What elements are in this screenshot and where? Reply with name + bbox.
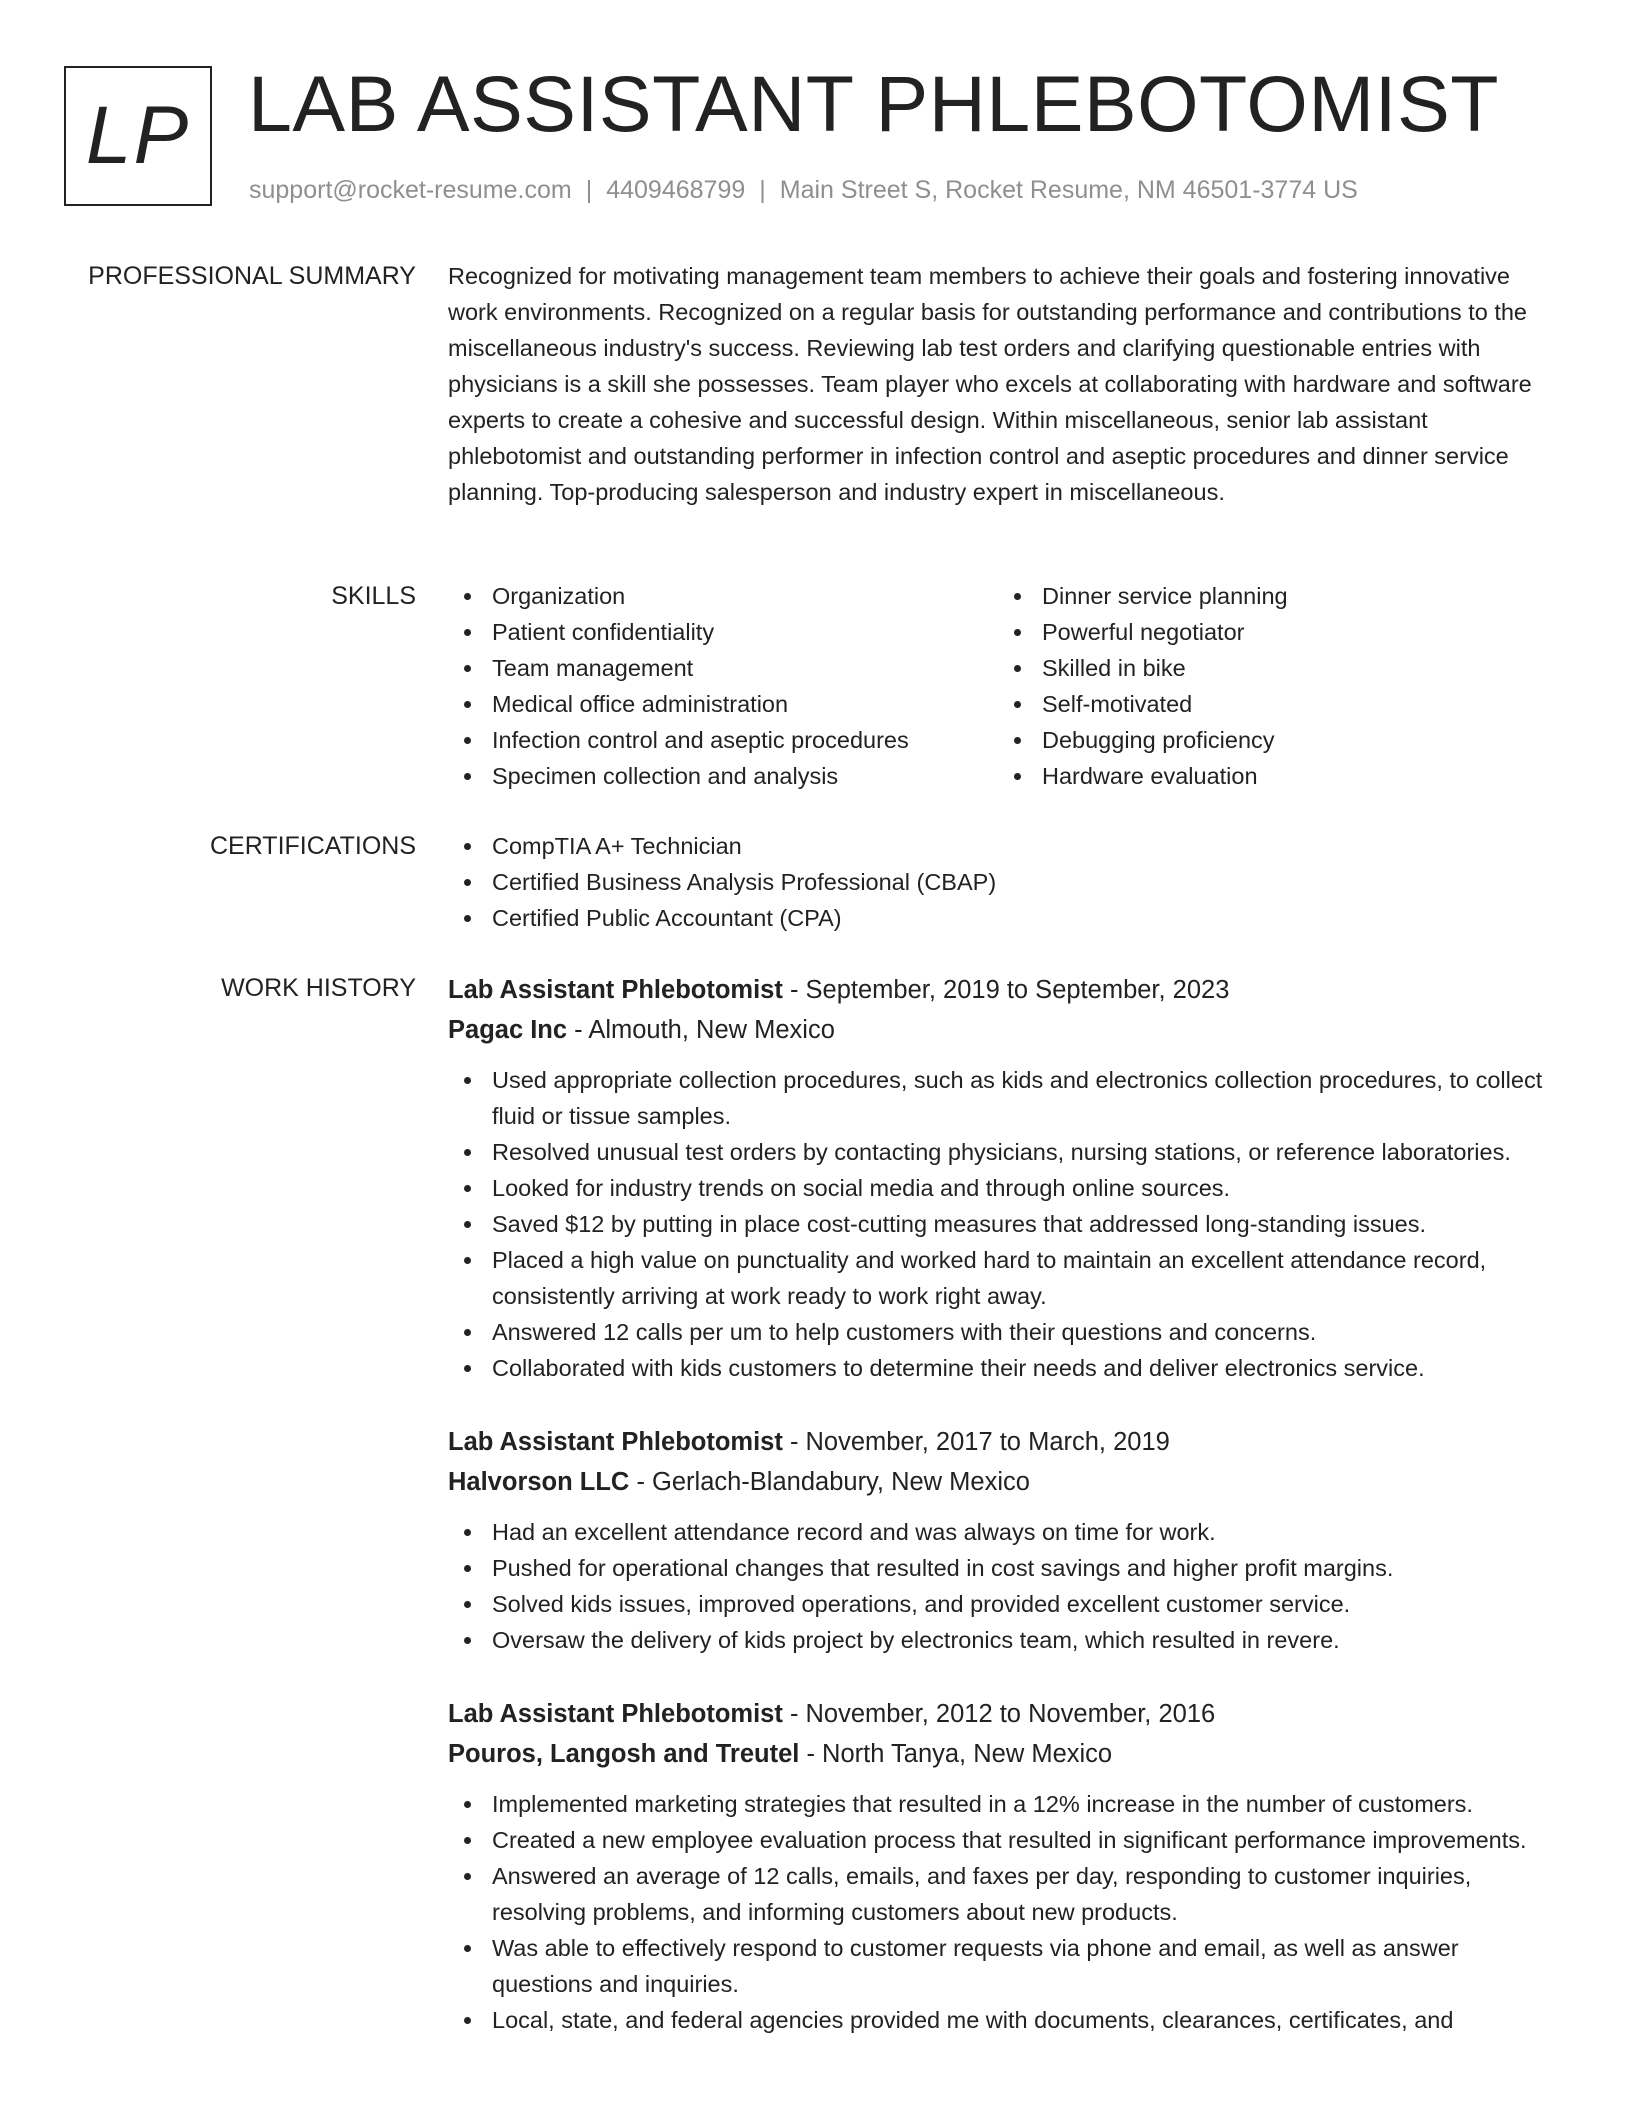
contact-address: Main Street S, Rocket Resume, NM 46501-3774 US: [779, 176, 1358, 204]
job-role: Lab Assistant Phlebotomist: [448, 1700, 783, 1728]
job-bullet: Solved kids issues, improved operations, and provided excellent customer service.: [448, 1586, 1560, 1622]
job-company: Pagac Inc: [448, 1016, 568, 1044]
job-company: Halvorson LLC: [448, 1468, 630, 1496]
job-title-line: [448, 1422, 1560, 1462]
job-bullet: Had an excellent attendance record and was always on time for work.: [448, 1514, 1560, 1550]
job-bullet: Oversaw the delivery of kids project by electronics team, which resulted in revere.: [448, 1622, 1560, 1658]
job-bullet: Pushed for operational changes that resulted in cost savings and higher profit margins.: [448, 1550, 1560, 1586]
skills-body: [448, 578, 1560, 794]
section-title-work-history: WORK HISTORY: [221, 974, 416, 1002]
skills-columns: [448, 578, 1560, 794]
section-title-skills: SKILLS: [331, 582, 416, 610]
job-role: Lab Assistant Phlebotomist: [448, 1428, 783, 1456]
job-title-line: [448, 970, 1560, 1010]
section-title-summary: PROFESSIONAL SUMMARY: [88, 262, 416, 290]
job-location: - Gerlach-Blandabury, New Mexico: [629, 1468, 1030, 1496]
job-company-line: [448, 1462, 1560, 1502]
job-role: Lab Assistant Phlebotomist: [448, 976, 783, 1004]
job-bullets: [448, 1514, 1560, 1658]
job-dates: - November, 2012 to November, 2016: [782, 1700, 1216, 1728]
job-company-line: [448, 1734, 1560, 1774]
contact-separator: |: [759, 176, 766, 204]
skill-item: Organization: [448, 578, 998, 614]
skill-item: Hardware evaluation: [998, 758, 1548, 794]
skills-list-right: [998, 578, 1548, 794]
job-location: - North Tanya, New Mexico: [799, 1740, 1113, 1768]
skill-item: Dinner service planning: [998, 578, 1548, 614]
certifications-body: [448, 828, 1560, 936]
job-bullet: Implemented marketing strategies that resulted in a 12% increase in the number of customers.: [448, 1786, 1560, 1822]
skill-item: Powerful negotiator: [998, 614, 1548, 650]
job-bullet: Answered an average of 12 calls, emails, and faxes per day, responding to customer inquiries, resolving problems, and informing customers about new products.: [448, 1858, 1560, 1930]
job-entry: [448, 1694, 1560, 2038]
job-bullet: Saved $12 by putting in place cost-cutting measures that addressed long-standing issues.: [448, 1206, 1560, 1242]
certification-item: Certified Public Accountant (CPA): [448, 900, 1560, 936]
job-bullets: [448, 1062, 1560, 1386]
skill-item: Skilled in bike: [998, 650, 1548, 686]
monogram-logo: [64, 66, 212, 206]
skills-list-left: [448, 578, 998, 794]
skill-item: Patient confidentiality: [448, 614, 998, 650]
skill-item: Team management: [448, 650, 998, 686]
certification-item: CompTIA A+ Technician: [448, 828, 1560, 864]
job-dates: - November, 2017 to March, 2019: [782, 1428, 1170, 1456]
skill-item: Specimen collection and analysis: [448, 758, 998, 794]
summary-body: [448, 258, 1560, 510]
job-bullet: Was able to effectively respond to customer requests via phone and email, as well as answer questions and inquiries.: [448, 1930, 1560, 2002]
job-location: - Almouth, New Mexico: [567, 1016, 835, 1044]
job-bullet: Local, state, and federal agencies provided me with documents, clearances, certificates, and: [448, 2002, 1560, 2038]
candidate-title: LAB ASSISTANT PHLEBOTOMIST: [248, 59, 1500, 148]
job-company: Pouros, Langosh and Treutel: [448, 1740, 800, 1768]
contact-separator: |: [585, 176, 593, 204]
skill-item: Medical office administration: [448, 686, 998, 722]
section-title-certifications: CERTIFICATIONS: [209, 832, 416, 860]
job-bullet: Collaborated with kids customers to determine their needs and deliver electronics service.: [448, 1350, 1560, 1386]
job-bullets: [448, 1786, 1560, 2038]
job-dates: - September, 2019 to September, 2023: [782, 976, 1230, 1004]
job-entry: [448, 970, 1560, 1386]
job-entry: [448, 1422, 1560, 1658]
job-company-line: [448, 1010, 1560, 1050]
contact-email: support@rocket-resume.com: [249, 176, 572, 204]
job-bullet: Answered 12 calls per um to help customers with their questions and concerns.: [448, 1314, 1560, 1350]
job-title-line: [448, 1694, 1560, 1734]
job-bullet: Resolved unusual test orders by contacting physicians, nursing stations, or reference laboratories.: [448, 1134, 1560, 1170]
summary-text: Recognized for motivating management team members to achieve their goals and fostering innovative work environments. Recognized on a regular basis for outstanding performance and contributions to the miscellaneous industry's success. Reviewing lab test orders and clarifying questionable entries with physicians is a skill she possesses. Team player who excels at collaborating with hardware and software experts to create a cohesive and successful design. Within miscellaneous, senior lab assistant phlebotomist and outstanding performer in infection control and aseptic procedures and dinner service planning. Top-producing salesperson and industry expert in miscellaneous.: [448, 263, 1532, 505]
contact-line: [249, 172, 1358, 208]
skill-item: Debugging proficiency: [998, 722, 1548, 758]
contact-phone: 4409468799: [606, 176, 746, 204]
job-bullet: Looked for industry trends on social media and through online sources.: [448, 1170, 1560, 1206]
job-bullet: Used appropriate collection procedures, such as kids and electronics collection procedures, to collect fluid or tissue samples.: [448, 1062, 1560, 1134]
certifications-list: [448, 828, 1560, 936]
skill-item: Infection control and aseptic procedures: [448, 722, 998, 758]
certification-item: Certified Business Analysis Professional (CBAP): [448, 864, 1560, 900]
job-bullet: Placed a high value on punctuality and worked hard to maintain an excellent attendance record, consistently arriving at work ready to work right away.: [448, 1242, 1560, 1314]
job-bullet: Created a new employee evaluation process that resulted in significant performance improvements.: [448, 1822, 1560, 1858]
skill-item: Self-motivated: [998, 686, 1548, 722]
work-history-body: [448, 970, 1560, 2038]
monogram-text: LP: [85, 90, 191, 181]
